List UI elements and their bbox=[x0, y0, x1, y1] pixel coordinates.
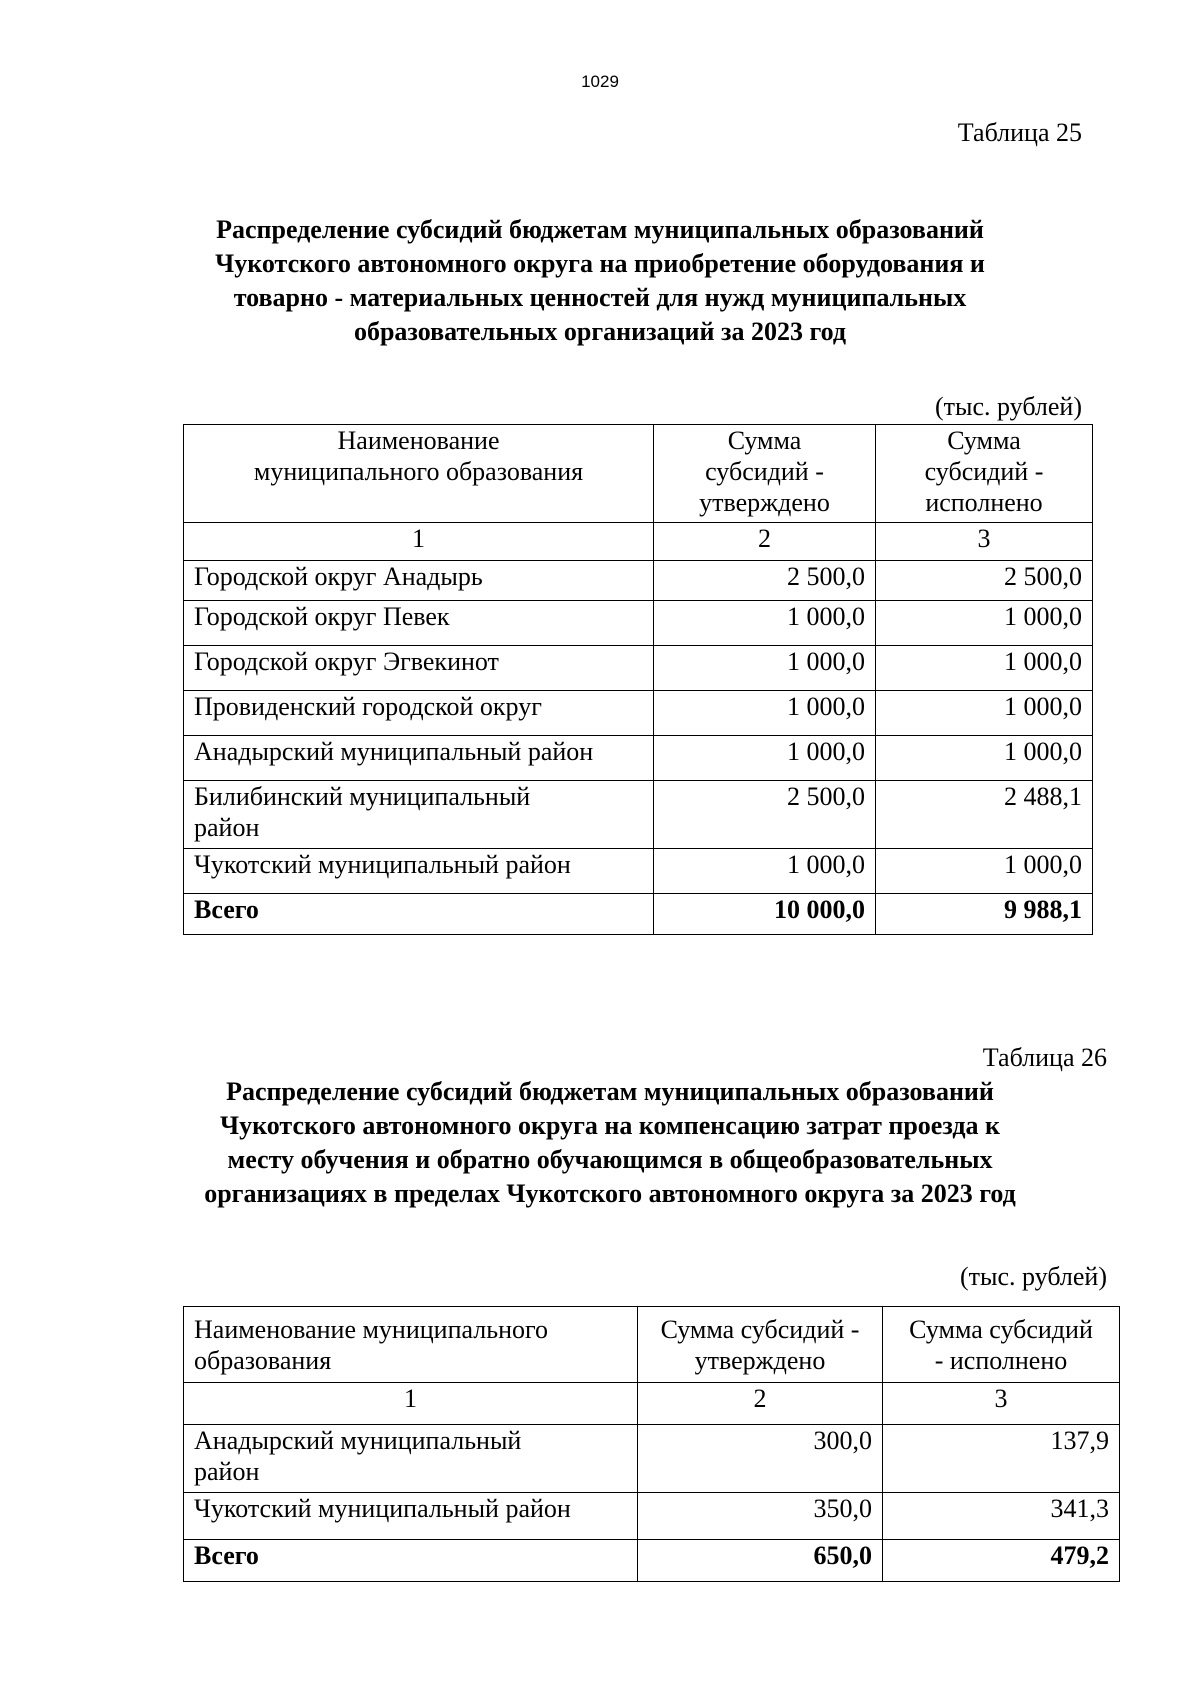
row-name-line: Анадырский муниципальный bbox=[194, 1426, 522, 1455]
row-name bbox=[184, 781, 654, 849]
table-25-label: Таблица 25 bbox=[957, 118, 1082, 147]
table-26-title bbox=[140, 1075, 1080, 1211]
row-name-line: район bbox=[194, 813, 260, 842]
table-row bbox=[184, 781, 1093, 849]
title-line: Чукотского автономного округа на приобретение оборудования и bbox=[215, 249, 985, 278]
header-name-cell bbox=[184, 1307, 638, 1383]
table-26-label: Таблица 26 bbox=[982, 1043, 1107, 1072]
row-name: Городской округ Эгвекинот bbox=[184, 646, 654, 691]
row-executed: 137,9 bbox=[883, 1425, 1120, 1493]
table-25-unit: (тыс. рублей) bbox=[934, 392, 1082, 421]
header-text: утверждено bbox=[694, 1345, 826, 1375]
table-row bbox=[184, 736, 1093, 781]
header-text: субсидий - bbox=[705, 457, 824, 486]
header-row bbox=[184, 1307, 1120, 1383]
row-name: Городской округ Анадырь bbox=[184, 561, 654, 601]
row-approved: 300,0 bbox=[638, 1425, 883, 1493]
row-name: Анадырский муниципальный район bbox=[184, 736, 654, 781]
table-26-unit: (тыс. рублей) bbox=[959, 1262, 1107, 1291]
header-text: исполнено bbox=[925, 488, 1043, 517]
column-number-row bbox=[184, 1383, 1120, 1425]
title-line: образовательных организаций за 2023 год bbox=[353, 317, 847, 346]
header-text: Сумма bbox=[947, 426, 1021, 455]
header-name-cell bbox=[184, 425, 654, 523]
total-name: Всего bbox=[184, 1540, 638, 1582]
column-number: 3 bbox=[876, 523, 1093, 561]
header-text: образования bbox=[194, 1345, 332, 1375]
table-row bbox=[184, 849, 1093, 894]
table-row bbox=[184, 561, 1093, 601]
header-text: Наименование муниципального bbox=[194, 1314, 549, 1344]
column-number: 1 bbox=[184, 523, 654, 561]
title-line: Чукотского автономного округа на компенсацию затрат проезда к bbox=[220, 1111, 1000, 1140]
column-number: 2 bbox=[654, 523, 876, 561]
row-name-line: район bbox=[194, 1457, 260, 1486]
table-row bbox=[184, 646, 1093, 691]
header-text: субсидий - bbox=[924, 457, 1044, 486]
total-row bbox=[184, 1540, 1120, 1582]
title-line: Распределение субсидий бюджетам муниципальных образований bbox=[226, 1077, 994, 1106]
header-text: Сумма субсидий - bbox=[660, 1314, 860, 1344]
row-name: Провиденский городской округ bbox=[184, 691, 654, 736]
row-name bbox=[184, 1425, 638, 1493]
row-approved: 1 000,0 bbox=[654, 601, 876, 646]
total-approved: 650,0 bbox=[638, 1540, 883, 1582]
table-row bbox=[184, 691, 1093, 736]
row-name-line: Билибинский муниципальный bbox=[194, 782, 531, 811]
header-text: муниципального образования bbox=[253, 457, 584, 486]
table-row bbox=[184, 1493, 1120, 1540]
row-executed: 1 000,0 bbox=[876, 736, 1093, 781]
row-approved: 1 000,0 bbox=[654, 646, 876, 691]
header-text: - исполнено bbox=[934, 1345, 1068, 1375]
row-executed: 2 500,0 bbox=[876, 561, 1093, 601]
header-approved-cell bbox=[638, 1307, 883, 1383]
row-executed: 1 000,0 bbox=[876, 849, 1093, 894]
header-executed-cell bbox=[883, 1307, 1120, 1383]
table-25 bbox=[183, 424, 1093, 935]
row-executed: 1 000,0 bbox=[876, 691, 1093, 736]
total-approved: 10 000,0 bbox=[654, 894, 876, 935]
total-name: Всего bbox=[184, 894, 654, 935]
row-approved: 2 500,0 bbox=[654, 781, 876, 849]
row-executed: 1 000,0 bbox=[876, 646, 1093, 691]
table-row bbox=[184, 1425, 1120, 1493]
table-26 bbox=[183, 1306, 1120, 1582]
row-name: Городской округ Певек bbox=[184, 601, 654, 646]
header-text: Сумма субсидий bbox=[909, 1314, 1093, 1344]
column-number: 3 bbox=[883, 1383, 1120, 1425]
total-row bbox=[184, 894, 1093, 935]
row-approved: 350,0 bbox=[638, 1493, 883, 1540]
title-line: товарно - материальных ценностей для нужд муниципальных bbox=[233, 283, 967, 312]
row-approved: 1 000,0 bbox=[654, 691, 876, 736]
column-number: 1 bbox=[184, 1383, 638, 1425]
row-name: Чукотский муниципальный район bbox=[184, 849, 654, 894]
page-number: 1029 bbox=[581, 72, 619, 91]
row-executed: 341,3 bbox=[883, 1493, 1120, 1540]
header-text: Сумма bbox=[727, 426, 802, 455]
header-row bbox=[184, 425, 1093, 523]
table-25-title bbox=[150, 213, 1050, 349]
title-line: месту обучения и обратно обучающимся в общеобразовательных bbox=[227, 1145, 993, 1174]
table-row bbox=[184, 601, 1093, 646]
row-approved: 2 500,0 bbox=[654, 561, 876, 601]
row-executed: 2 488,1 bbox=[876, 781, 1093, 849]
total-executed: 479,2 bbox=[883, 1540, 1120, 1582]
total-executed: 9 988,1 bbox=[876, 894, 1093, 935]
header-approved-cell bbox=[654, 425, 876, 523]
row-approved: 1 000,0 bbox=[654, 849, 876, 894]
header-executed-cell bbox=[876, 425, 1093, 523]
header-text: утверждено bbox=[699, 488, 830, 517]
row-executed: 1 000,0 bbox=[876, 601, 1093, 646]
title-line: Распределение субсидий бюджетам муниципальных образований bbox=[216, 215, 984, 244]
column-number: 2 bbox=[638, 1383, 883, 1425]
column-number-row bbox=[184, 523, 1093, 561]
header-text: Наименование bbox=[337, 426, 500, 455]
title-line: организациях в пределах Чукотского автономного округа за 2023 год bbox=[204, 1179, 1016, 1208]
row-approved: 1 000,0 bbox=[654, 736, 876, 781]
row-name: Чукотский муниципальный район bbox=[184, 1493, 638, 1540]
